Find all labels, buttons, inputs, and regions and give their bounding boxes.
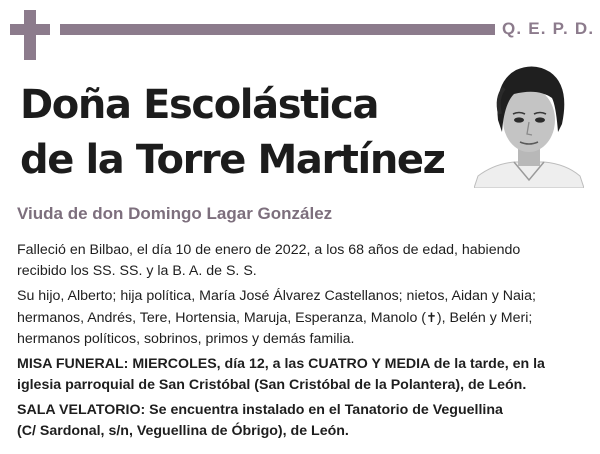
header-rule [60,24,495,35]
wake-line-2: (C/ Sardonal, s/n, Veguellina de Óbrigo), de León. [17,423,349,439]
mass-line-2: iglesia parroquial de San Cristóbal (San Cristóbal de la Polantera), de León. [17,377,527,393]
cross-icon-horizontal [10,24,50,35]
wake-room-paragraph [17,400,592,442]
qepd-label: Q. E. P. D. [502,19,595,38]
family-line-2a: hermanos, Andrés, Tere, Hortensia, Maruja, Esperanza, Manolo ( [17,310,427,326]
death-line-1: Falleció en Bilbao, el día 10 de enero de 2022, a los 68 años de edad, habiendo [17,242,521,258]
notice-body [17,240,592,446]
family-line-2b: ), Belén y Meri; [436,310,533,326]
family-line-1: Su hijo, Alberto; hija política, María José Álvarez Castellanos; nietos, Aidan y Naia; [17,288,536,304]
family-line-3: hermanos políticos, sobrinos, primos y demás familia. [17,331,355,347]
mass-line-1: MISA FUNERAL: MIERCOLES, día 12, a las CUATRO Y MEDIA de la tarde, en la [17,356,545,372]
deceased-name-line2: de la Torre Martínez [20,137,445,183]
death-line-2: recibido los SS. SS. y la B. A. de S. S. [17,263,257,279]
deceased-photo [474,58,584,188]
cross-icon-vertical [24,10,36,60]
latin-cross-icon: ✝ [426,310,437,325]
wake-line-1: SALA VELATORIO: Se encuentra instalado en el Tanatorio de Veguellina [17,402,503,418]
family-paragraph [17,286,592,350]
deceased-name-line1: Doña Escolástica [20,82,379,128]
widow-of-subtitle: Viuda de don Domingo Lagar González [17,204,333,223]
death-paragraph [17,240,592,282]
funeral-mass-paragraph [17,354,592,396]
deceased-name [20,78,445,188]
